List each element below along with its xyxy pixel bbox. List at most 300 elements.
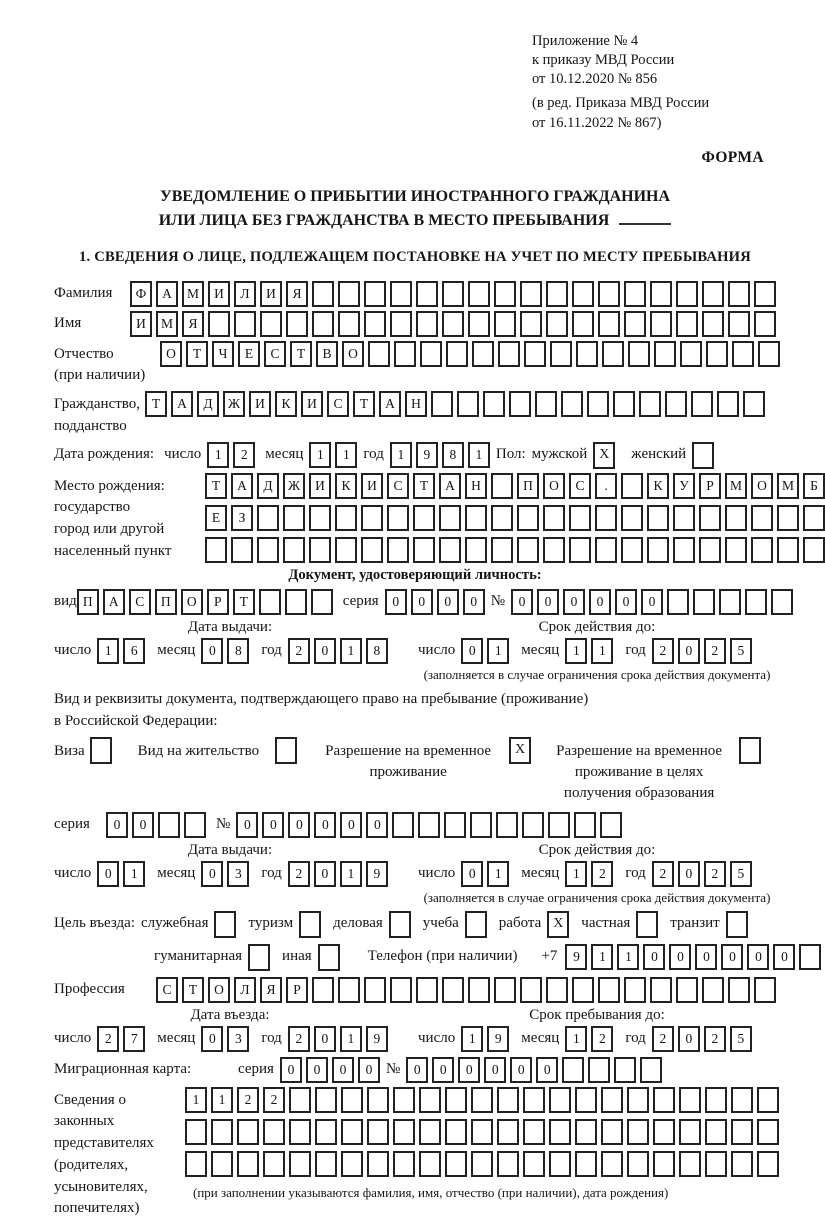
char-cell[interactable]	[653, 1087, 675, 1113]
char-cell[interactable]: 0	[432, 1057, 454, 1083]
char-cell[interactable]: 0	[463, 589, 485, 615]
char-cell[interactable]	[442, 311, 464, 337]
char-cell[interactable]	[569, 537, 591, 563]
char-cell[interactable]: Т	[233, 589, 255, 615]
char-cell[interactable]: 0	[288, 812, 310, 838]
char-cell[interactable]	[208, 311, 230, 337]
char-cell[interactable]	[211, 1151, 233, 1177]
char-cell[interactable]	[416, 311, 438, 337]
char-cell[interactable]	[283, 537, 305, 563]
char-cell[interactable]: А	[103, 589, 125, 615]
char-cell[interactable]	[757, 1151, 779, 1177]
char-cell[interactable]: 0	[314, 1026, 336, 1052]
char-cell[interactable]: О	[342, 341, 364, 367]
char-cell[interactable]	[575, 1087, 597, 1113]
char-cell[interactable]	[705, 1151, 727, 1177]
char-cell[interactable]: 0	[306, 1057, 328, 1083]
char-cell[interactable]	[445, 1119, 467, 1145]
char-cell[interactable]	[509, 391, 531, 417]
char-cell[interactable]	[465, 537, 487, 563]
char-cell[interactable]	[416, 977, 438, 1003]
char-cell[interactable]	[419, 1151, 441, 1177]
char-cell[interactable]: И	[208, 281, 230, 307]
char-cell[interactable]	[705, 1087, 727, 1113]
char-cell[interactable]	[691, 391, 713, 417]
char-cell[interactable]: 8	[442, 442, 464, 468]
char-cell[interactable]: 9	[416, 442, 438, 468]
char-cell[interactable]	[731, 1087, 753, 1113]
char-cell[interactable]	[702, 311, 724, 337]
char-cell[interactable]: 1	[390, 442, 412, 468]
char-cell[interactable]	[673, 505, 695, 531]
char-cell[interactable]: О	[543, 473, 565, 499]
char-cell[interactable]	[550, 341, 572, 367]
char-cell[interactable]	[312, 977, 334, 1003]
char-cell[interactable]: А	[171, 391, 193, 417]
char-cell[interactable]: 1	[335, 442, 357, 468]
char-cell[interactable]	[315, 1151, 337, 1177]
char-cell[interactable]	[263, 1151, 285, 1177]
char-cell[interactable]: 2	[288, 1026, 310, 1052]
edu-residence-checkbox[interactable]	[739, 737, 761, 764]
char-cell[interactable]	[624, 977, 646, 1003]
char-cell[interactable]	[602, 341, 624, 367]
char-cell[interactable]: 2	[288, 861, 310, 887]
char-cell[interactable]: 0	[132, 812, 154, 838]
char-cell[interactable]: Т	[290, 341, 312, 367]
char-cell[interactable]: 0	[484, 1057, 506, 1083]
char-cell[interactable]	[335, 505, 357, 531]
char-cell[interactable]: 0	[411, 589, 433, 615]
char-cell[interactable]	[283, 505, 305, 531]
char-cell[interactable]	[754, 281, 776, 307]
char-cell[interactable]	[205, 537, 227, 563]
char-cell[interactable]	[647, 537, 669, 563]
char-cell[interactable]	[457, 391, 479, 417]
char-cell[interactable]	[341, 1087, 363, 1113]
char-cell[interactable]: О	[208, 977, 230, 1003]
char-cell[interactable]: 2	[652, 638, 674, 664]
char-cell[interactable]: 9	[366, 861, 388, 887]
char-cell[interactable]: И	[301, 391, 323, 417]
char-cell[interactable]	[468, 281, 490, 307]
char-cell[interactable]	[523, 1087, 545, 1113]
char-cell[interactable]: 0	[721, 944, 743, 970]
char-cell[interactable]: Т	[145, 391, 167, 417]
char-cell[interactable]: 1	[340, 861, 362, 887]
char-cell[interactable]: 0	[314, 812, 336, 838]
char-cell[interactable]: Р	[699, 473, 721, 499]
char-cell[interactable]	[289, 1087, 311, 1113]
char-cell[interactable]: А	[231, 473, 253, 499]
char-cell[interactable]	[757, 1119, 779, 1145]
char-cell[interactable]	[185, 1119, 207, 1145]
char-cell[interactable]	[367, 1151, 389, 1177]
char-cell[interactable]	[442, 977, 464, 1003]
char-cell[interactable]	[575, 1151, 597, 1177]
char-cell[interactable]: 5	[730, 1026, 752, 1052]
char-cell[interactable]	[676, 281, 698, 307]
char-cell[interactable]	[309, 537, 331, 563]
char-cell[interactable]	[757, 1087, 779, 1113]
char-cell[interactable]	[497, 1087, 519, 1113]
char-cell[interactable]: 0	[236, 812, 258, 838]
char-cell[interactable]	[494, 311, 516, 337]
char-cell[interactable]: 9	[565, 944, 587, 970]
char-cell[interactable]	[341, 1119, 363, 1145]
char-cell[interactable]: М	[156, 311, 178, 337]
char-cell[interactable]: С	[387, 473, 409, 499]
char-cell[interactable]: 1	[340, 1026, 362, 1052]
char-cell[interactable]	[621, 505, 643, 531]
visa-checkbox[interactable]	[90, 737, 112, 764]
char-cell[interactable]	[601, 1119, 623, 1145]
char-cell[interactable]	[614, 1057, 636, 1083]
char-cell[interactable]	[185, 1151, 207, 1177]
char-cell[interactable]	[315, 1087, 337, 1113]
char-cell[interactable]	[725, 505, 747, 531]
char-cell[interactable]	[524, 341, 546, 367]
char-cell[interactable]	[732, 341, 754, 367]
char-cell[interactable]: И	[361, 473, 383, 499]
char-cell[interactable]	[572, 281, 594, 307]
char-cell[interactable]: 1	[565, 861, 587, 887]
char-cell[interactable]	[621, 473, 643, 499]
char-cell[interactable]	[627, 1087, 649, 1113]
char-cell[interactable]	[431, 391, 453, 417]
char-cell[interactable]	[728, 281, 750, 307]
char-cell[interactable]	[549, 1119, 571, 1145]
char-cell[interactable]: 2	[591, 1026, 613, 1052]
char-cell[interactable]: Ж	[283, 473, 305, 499]
char-cell[interactable]	[535, 391, 557, 417]
char-cell[interactable]: 0	[385, 589, 407, 615]
char-cell[interactable]	[543, 505, 565, 531]
purpose-transit-checkbox[interactable]	[726, 911, 748, 938]
char-cell[interactable]: 0	[695, 944, 717, 970]
char-cell[interactable]: .	[595, 473, 617, 499]
char-cell[interactable]	[494, 281, 516, 307]
char-cell[interactable]: 1	[461, 1026, 483, 1052]
char-cell[interactable]	[289, 1151, 311, 1177]
char-cell[interactable]: 9	[366, 1026, 388, 1052]
char-cell[interactable]	[743, 391, 765, 417]
char-cell[interactable]	[413, 505, 435, 531]
char-cell[interactable]	[549, 1087, 571, 1113]
char-cell[interactable]: А	[156, 281, 178, 307]
char-cell[interactable]: В	[316, 341, 338, 367]
char-cell[interactable]	[361, 505, 383, 531]
char-cell[interactable]: П	[77, 589, 99, 615]
char-cell[interactable]	[184, 812, 206, 838]
char-cell[interactable]	[725, 537, 747, 563]
char-cell[interactable]: О	[751, 473, 773, 499]
char-cell[interactable]: 0	[678, 861, 700, 887]
char-cell[interactable]: 1	[309, 442, 331, 468]
char-cell[interactable]	[719, 589, 741, 615]
char-cell[interactable]: М	[182, 281, 204, 307]
char-cell[interactable]: 8	[227, 638, 249, 664]
char-cell[interactable]	[470, 812, 492, 838]
char-cell[interactable]	[653, 1151, 675, 1177]
char-cell[interactable]	[393, 1087, 415, 1113]
char-cell[interactable]	[315, 1119, 337, 1145]
char-cell[interactable]	[702, 281, 724, 307]
char-cell[interactable]	[667, 589, 689, 615]
char-cell[interactable]	[361, 537, 383, 563]
char-cell[interactable]: 0	[201, 861, 223, 887]
char-cell[interactable]: 0	[106, 812, 128, 838]
char-cell[interactable]	[706, 341, 728, 367]
char-cell[interactable]: 0	[641, 589, 663, 615]
char-cell[interactable]	[158, 812, 180, 838]
char-cell[interactable]	[731, 1151, 753, 1177]
char-cell[interactable]: А	[379, 391, 401, 417]
char-cell[interactable]	[392, 812, 414, 838]
char-cell[interactable]: О	[160, 341, 182, 367]
char-cell[interactable]	[338, 281, 360, 307]
char-cell[interactable]	[285, 589, 307, 615]
char-cell[interactable]: 0	[262, 812, 284, 838]
char-cell[interactable]: С	[129, 589, 151, 615]
char-cell[interactable]: 0	[669, 944, 691, 970]
purpose-tourism-checkbox[interactable]	[299, 911, 321, 938]
char-cell[interactable]: Я	[182, 311, 204, 337]
char-cell[interactable]: С	[156, 977, 178, 1003]
char-cell[interactable]	[341, 1151, 363, 1177]
char-cell[interactable]	[717, 391, 739, 417]
char-cell[interactable]: И	[130, 311, 152, 337]
char-cell[interactable]: Л	[234, 281, 256, 307]
char-cell[interactable]	[613, 391, 635, 417]
char-cell[interactable]: 1	[487, 861, 509, 887]
char-cell[interactable]	[676, 311, 698, 337]
char-cell[interactable]	[546, 311, 568, 337]
char-cell[interactable]: 2	[237, 1087, 259, 1113]
char-cell[interactable]	[367, 1087, 389, 1113]
char-cell[interactable]	[679, 1151, 701, 1177]
char-cell[interactable]	[520, 311, 542, 337]
char-cell[interactable]: Я	[286, 281, 308, 307]
char-cell[interactable]	[598, 281, 620, 307]
char-cell[interactable]: З	[231, 505, 253, 531]
char-cell[interactable]: 7	[123, 1026, 145, 1052]
char-cell[interactable]: 0	[461, 638, 483, 664]
char-cell[interactable]	[587, 391, 609, 417]
char-cell[interactable]	[699, 505, 721, 531]
char-cell[interactable]	[483, 391, 505, 417]
char-cell[interactable]	[393, 1119, 415, 1145]
char-cell[interactable]: 0	[589, 589, 611, 615]
char-cell[interactable]	[471, 1087, 493, 1113]
char-cell[interactable]	[601, 1087, 623, 1113]
char-cell[interactable]	[627, 1119, 649, 1145]
char-cell[interactable]	[523, 1151, 545, 1177]
char-cell[interactable]: 2	[704, 861, 726, 887]
char-cell[interactable]: П	[517, 473, 539, 499]
char-cell[interactable]	[468, 977, 490, 1003]
char-cell[interactable]	[491, 505, 513, 531]
char-cell[interactable]	[624, 311, 646, 337]
purpose-business-checkbox[interactable]	[389, 911, 411, 938]
char-cell[interactable]	[364, 311, 386, 337]
purpose-humanitarian-checkbox[interactable]	[248, 944, 270, 971]
char-cell[interactable]	[491, 473, 513, 499]
char-cell[interactable]: 2	[704, 638, 726, 664]
char-cell[interactable]	[231, 537, 253, 563]
char-cell[interactable]	[543, 537, 565, 563]
char-cell[interactable]: И	[249, 391, 271, 417]
char-cell[interactable]: 1	[487, 638, 509, 664]
purpose-private-checkbox[interactable]	[636, 911, 658, 938]
residence-permit-checkbox[interactable]	[275, 737, 297, 764]
char-cell[interactable]: 5	[730, 861, 752, 887]
char-cell[interactable]: 0	[366, 812, 388, 838]
char-cell[interactable]: 0	[615, 589, 637, 615]
char-cell[interactable]: Д	[257, 473, 279, 499]
char-cell[interactable]	[367, 1119, 389, 1145]
char-cell[interactable]	[549, 1151, 571, 1177]
char-cell[interactable]	[777, 537, 799, 563]
char-cell[interactable]: 0	[97, 861, 119, 887]
char-cell[interactable]: 0	[773, 944, 795, 970]
char-cell[interactable]: М	[725, 473, 747, 499]
char-cell[interactable]	[751, 537, 773, 563]
char-cell[interactable]	[393, 1151, 415, 1177]
char-cell[interactable]: 6	[123, 638, 145, 664]
char-cell[interactable]: Ч	[212, 341, 234, 367]
char-cell[interactable]: 8	[366, 638, 388, 664]
char-cell[interactable]: 2	[97, 1026, 119, 1052]
char-cell[interactable]: 0	[406, 1057, 428, 1083]
char-cell[interactable]: 0	[643, 944, 665, 970]
char-cell[interactable]	[799, 944, 821, 970]
char-cell[interactable]: 0	[458, 1057, 480, 1083]
char-cell[interactable]	[676, 977, 698, 1003]
char-cell[interactable]	[624, 281, 646, 307]
char-cell[interactable]	[673, 537, 695, 563]
char-cell[interactable]: Д	[197, 391, 219, 417]
char-cell[interactable]	[650, 281, 672, 307]
char-cell[interactable]: И	[309, 473, 331, 499]
char-cell[interactable]: 1	[97, 638, 119, 664]
char-cell[interactable]	[665, 391, 687, 417]
char-cell[interactable]	[497, 1119, 519, 1145]
char-cell[interactable]: 3	[227, 861, 249, 887]
char-cell[interactable]: 0	[280, 1057, 302, 1083]
char-cell[interactable]	[575, 1119, 597, 1145]
char-cell[interactable]: Е	[238, 341, 260, 367]
char-cell[interactable]: 1	[207, 442, 229, 468]
char-cell[interactable]	[498, 341, 520, 367]
char-cell[interactable]: 1	[211, 1087, 233, 1113]
char-cell[interactable]: 0	[678, 1026, 700, 1052]
char-cell[interactable]	[680, 341, 702, 367]
char-cell[interactable]: К	[335, 473, 357, 499]
char-cell[interactable]	[548, 812, 570, 838]
char-cell[interactable]: 2	[652, 1026, 674, 1052]
char-cell[interactable]: Н	[465, 473, 487, 499]
char-cell[interactable]: 2	[263, 1087, 285, 1113]
char-cell[interactable]	[416, 281, 438, 307]
char-cell[interactable]: С	[569, 473, 591, 499]
purpose-work-checkbox[interactable]: X	[547, 911, 569, 938]
char-cell[interactable]: 0	[201, 638, 223, 664]
char-cell[interactable]	[413, 537, 435, 563]
char-cell[interactable]	[237, 1151, 259, 1177]
char-cell[interactable]: А	[439, 473, 461, 499]
char-cell[interactable]	[777, 505, 799, 531]
char-cell[interactable]: Е	[205, 505, 227, 531]
char-cell[interactable]	[338, 311, 360, 337]
char-cell[interactable]	[627, 1151, 649, 1177]
char-cell[interactable]	[491, 537, 513, 563]
char-cell[interactable]	[598, 311, 620, 337]
char-cell[interactable]	[237, 1119, 259, 1145]
char-cell[interactable]: Т	[186, 341, 208, 367]
char-cell[interactable]	[364, 977, 386, 1003]
char-cell[interactable]	[705, 1119, 727, 1145]
char-cell[interactable]	[745, 589, 767, 615]
char-cell[interactable]	[364, 281, 386, 307]
char-cell[interactable]	[561, 391, 583, 417]
char-cell[interactable]: 0	[536, 1057, 558, 1083]
char-cell[interactable]: Ж	[223, 391, 245, 417]
char-cell[interactable]: 9	[487, 1026, 509, 1052]
char-cell[interactable]	[523, 1119, 545, 1145]
char-cell[interactable]	[420, 341, 442, 367]
char-cell[interactable]	[595, 505, 617, 531]
char-cell[interactable]: 1	[185, 1087, 207, 1113]
char-cell[interactable]	[520, 977, 542, 1003]
char-cell[interactable]	[621, 537, 643, 563]
char-cell[interactable]	[394, 341, 416, 367]
char-cell[interactable]: У	[673, 473, 695, 499]
char-cell[interactable]	[257, 537, 279, 563]
char-cell[interactable]	[600, 812, 622, 838]
char-cell[interactable]: 0	[461, 861, 483, 887]
char-cell[interactable]	[338, 977, 360, 1003]
char-cell[interactable]: Р	[286, 977, 308, 1003]
char-cell[interactable]: П	[155, 589, 177, 615]
char-cell[interactable]: 3	[227, 1026, 249, 1052]
char-cell[interactable]	[446, 341, 468, 367]
purpose-study-checkbox[interactable]	[465, 911, 487, 938]
char-cell[interactable]	[494, 977, 516, 1003]
char-cell[interactable]: О	[181, 589, 203, 615]
char-cell[interactable]	[471, 1119, 493, 1145]
char-cell[interactable]: И	[260, 281, 282, 307]
char-cell[interactable]	[312, 311, 334, 337]
char-cell[interactable]	[259, 589, 281, 615]
char-cell[interactable]	[419, 1087, 441, 1113]
char-cell[interactable]	[679, 1087, 701, 1113]
purpose-official-checkbox[interactable]	[214, 911, 236, 938]
char-cell[interactable]	[286, 311, 308, 337]
char-cell[interactable]	[562, 1057, 584, 1083]
char-cell[interactable]	[465, 505, 487, 531]
char-cell[interactable]	[574, 812, 596, 838]
char-cell[interactable]	[439, 537, 461, 563]
char-cell[interactable]	[419, 1119, 441, 1145]
char-cell[interactable]	[588, 1057, 610, 1083]
char-cell[interactable]	[758, 341, 780, 367]
char-cell[interactable]	[595, 537, 617, 563]
char-cell[interactable]	[445, 1151, 467, 1177]
char-cell[interactable]: 1	[565, 638, 587, 664]
char-cell[interactable]: К	[275, 391, 297, 417]
char-cell[interactable]	[601, 1151, 623, 1177]
